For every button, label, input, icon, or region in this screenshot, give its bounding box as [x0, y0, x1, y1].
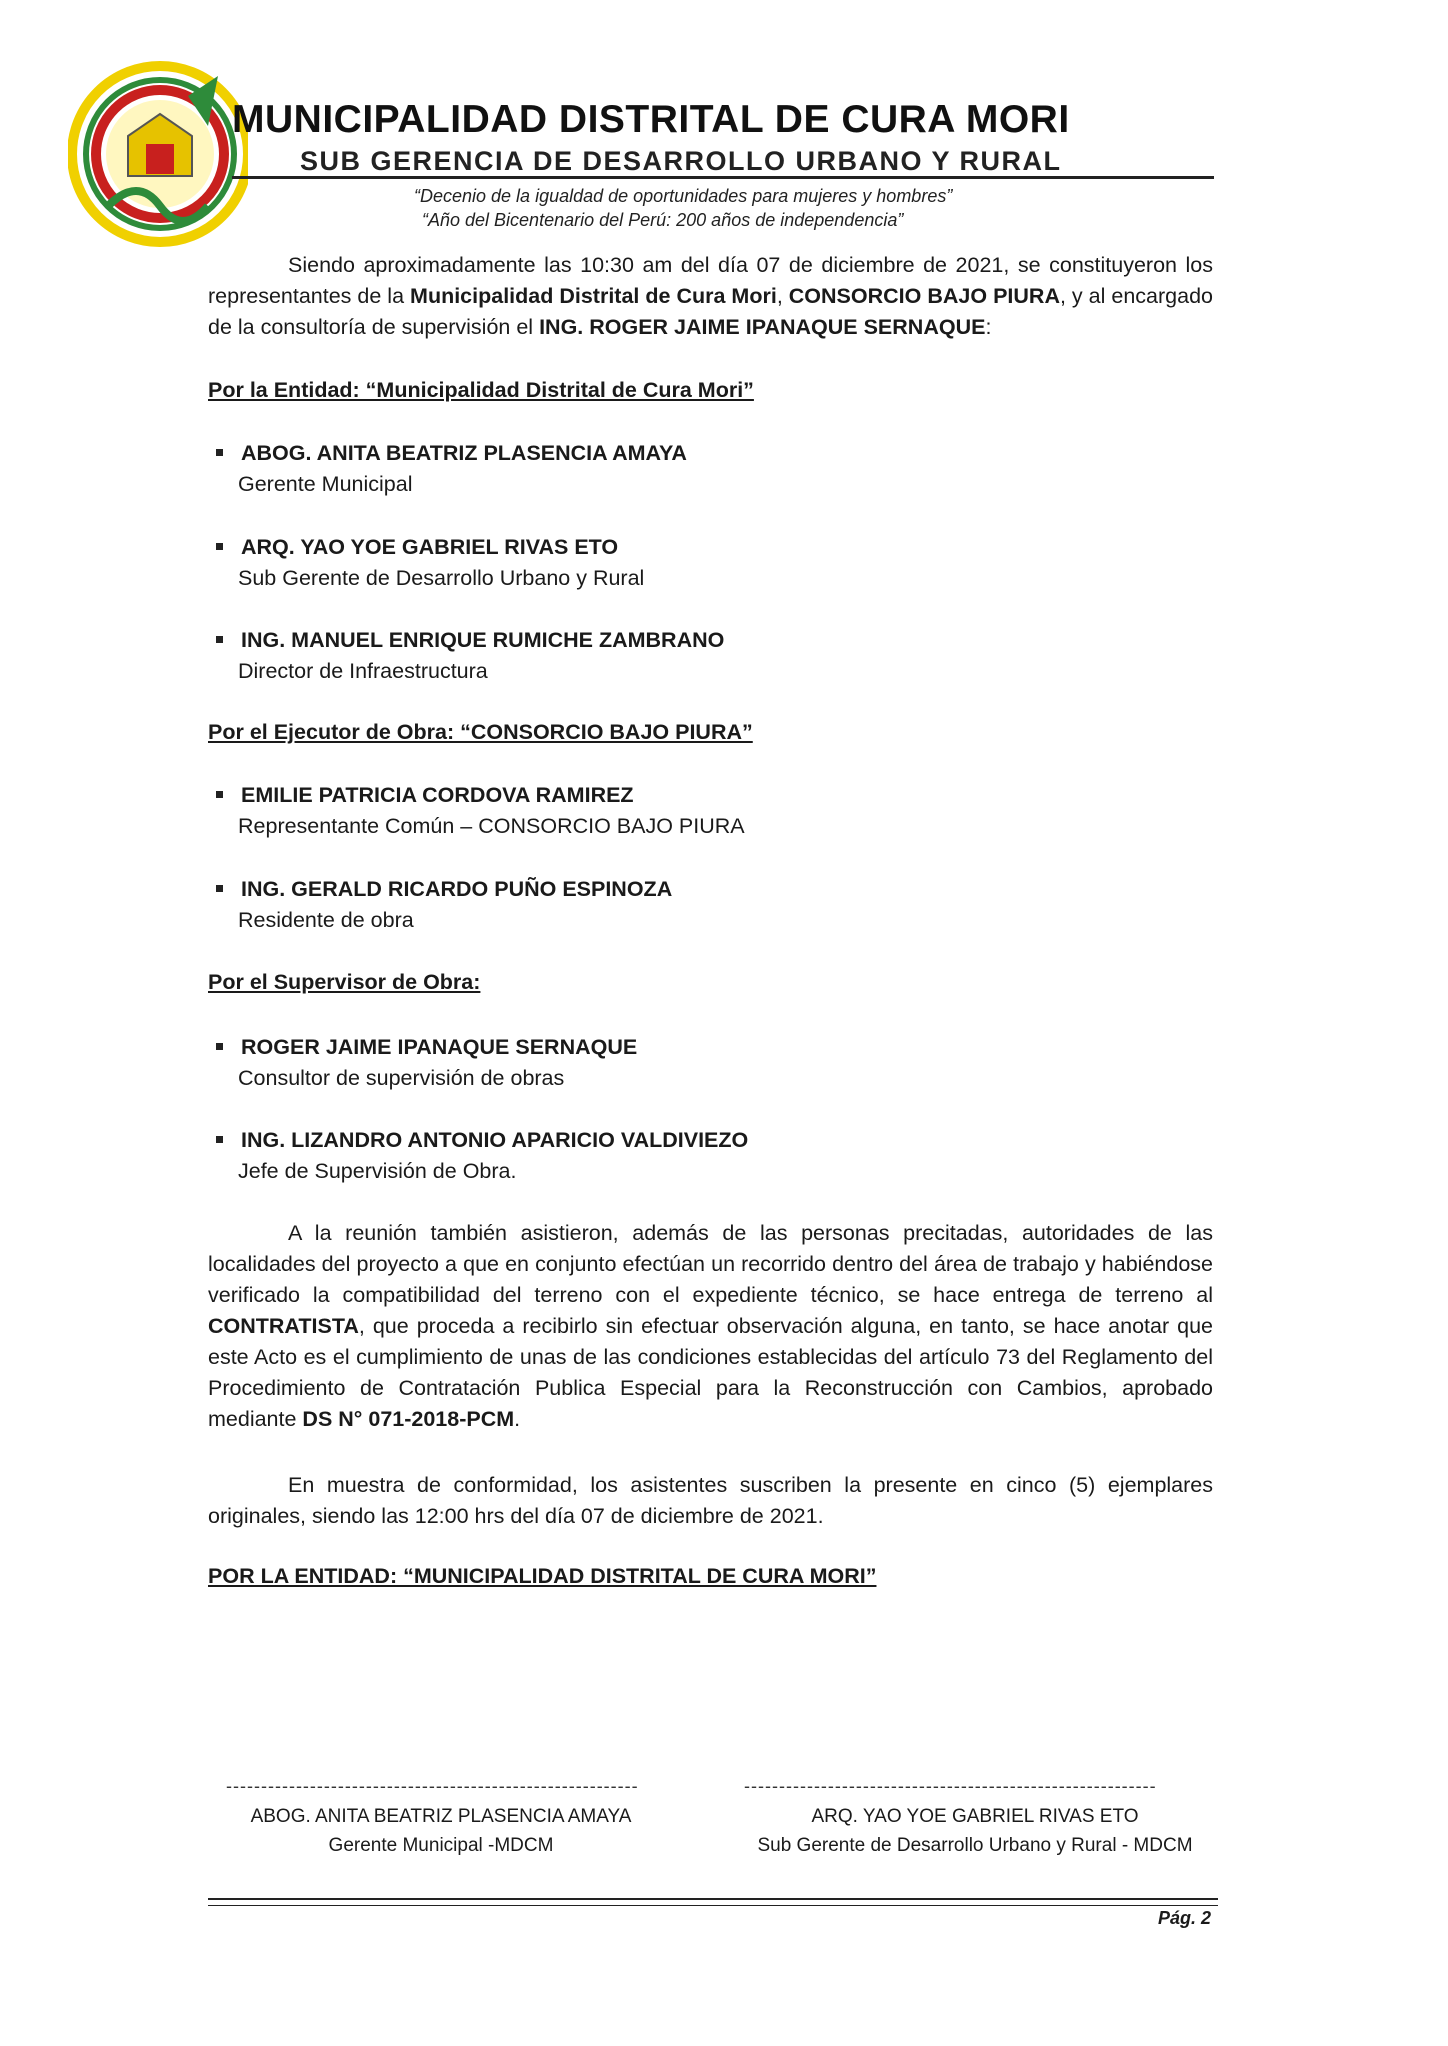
- list-item: EMILIE PATRICIA CORDOVA RAMIREZ Representante Común – CONSORCIO BAJO PIURA: [216, 780, 745, 842]
- bullet-icon: [216, 636, 223, 643]
- list-item: ABOG. ANITA BEATRIZ PLASENCIA AMAYA Gerente Municipal: [216, 438, 687, 500]
- list-item: ING. GERALD RICARDO PUÑO ESPINOZA Residente de obra: [216, 874, 672, 936]
- signature-line-left: -----------------------------------------------------------: [226, 1776, 639, 1796]
- header-subtitle: SUB GERENCIA DE DESARROLLO URBANO Y RURAL: [300, 146, 1062, 176]
- signature-block-left: [206, 1802, 676, 1860]
- intro-paragraph: Siendo aproximadamente las 10:30 am del día 07 de diciembre de 2021, se constituyeron los representantes de la Municipalidad Distrital de Cura Mori, CONSORCIO BAJO PIURA, y al encargado de la consultoría de supervisión el ING. ROGER JAIME IPANAQUE SERNAQUE:: [208, 253, 1213, 339]
- signature-role-right: Sub Gerente de Desarrollo Urbano y Rural - MDCM: [757, 1835, 1193, 1856]
- conformity-paragraph: En muestra de conformidad, los asistentes suscriben la presente en cinco (5) ejemplares originales, siendo las 12:00 hrs del día 07 de diciembre de 2021.: [208, 1473, 1213, 1528]
- bullet-icon: [216, 1136, 223, 1143]
- section-title-contractor: Por el Ejecutor de Obra: “CONSORCIO BAJO PIURA”: [208, 720, 753, 744]
- section-title-supervisor: Por el Supervisor de Obra:: [208, 970, 481, 994]
- bullet-icon: [216, 543, 223, 550]
- signature-line-right: -----------------------------------------------------------: [744, 1776, 1157, 1796]
- signature-block-right: [720, 1802, 1230, 1860]
- signature-name-left: ABOG. ANITA BEATRIZ PLASENCIA AMAYA: [250, 1806, 632, 1827]
- meeting-paragraph: A la reunión también asistieron, además de las personas precitadas, autoridades de las localidades del proyecto a que en conjunto efectúan un recorrido dentro del área de trabajo y habiéndose verificado la compatibilidad del terreno con el expediente técnico, se hace entrega de terreno al CONTRATISTA, que proceda a recibirlo sin efectuar observación alguna, en tanto, se hace anotar que este Acto es el cumplimiento de unas de las condiciones establecidas del artículo 73 del Reglamento del Procedimiento de Contratación Publica Especial para la Reconstrucción con Cambios, aprobado mediante DS N° 071-2018-PCM.: [208, 1221, 1213, 1431]
- list-item: ING. MANUEL ENRIQUE RUMICHE ZAMBRANO Director de Infraestructura: [216, 625, 724, 687]
- entity-signature-title: POR LA ENTIDAD: “MUNICIPALIDAD DISTRITAL DE CURA MORI”: [208, 1564, 877, 1588]
- footer-divider-thin: [208, 1905, 1218, 1906]
- bullet-icon: [216, 449, 223, 456]
- bullet-icon: [216, 885, 223, 892]
- header-motto-2: “Año del Bicentenario del Perú: 200 años de independencia”: [422, 210, 904, 230]
- list-item: ARQ. YAO YOE GABRIEL RIVAS ETO Sub Gerente de Desarrollo Urbano y Rural: [216, 532, 644, 594]
- bullet-icon: [216, 791, 223, 798]
- header-motto-1: “Decenio de la igualdad de oportunidades para mujeres y hombres”: [414, 186, 953, 206]
- section-title-entity: Por la Entidad: “Municipalidad Distrital de Cura Mori”: [208, 378, 754, 402]
- signature-name-right: ARQ. YAO YOE GABRIEL RIVAS ETO: [811, 1806, 1139, 1827]
- list-item: ROGER JAIME IPANAQUE SERNAQUE Consultor de supervisión de obras: [216, 1032, 637, 1094]
- page-number: Pág. 2: [1158, 1908, 1212, 1928]
- footer-divider: [208, 1898, 1218, 1900]
- header-title: MUNICIPALIDAD DISTRITAL DE CURA MORI: [232, 98, 1070, 141]
- signature-role-left: Gerente Municipal -MDCM: [328, 1835, 554, 1856]
- header-divider: [232, 176, 1214, 179]
- list-item: ING. LIZANDRO ANTONIO APARICIO VALDIVIEZO Jefe de Supervisión de Obra.: [216, 1125, 748, 1187]
- bullet-icon: [216, 1043, 223, 1050]
- municipality-logo: [68, 56, 248, 256]
